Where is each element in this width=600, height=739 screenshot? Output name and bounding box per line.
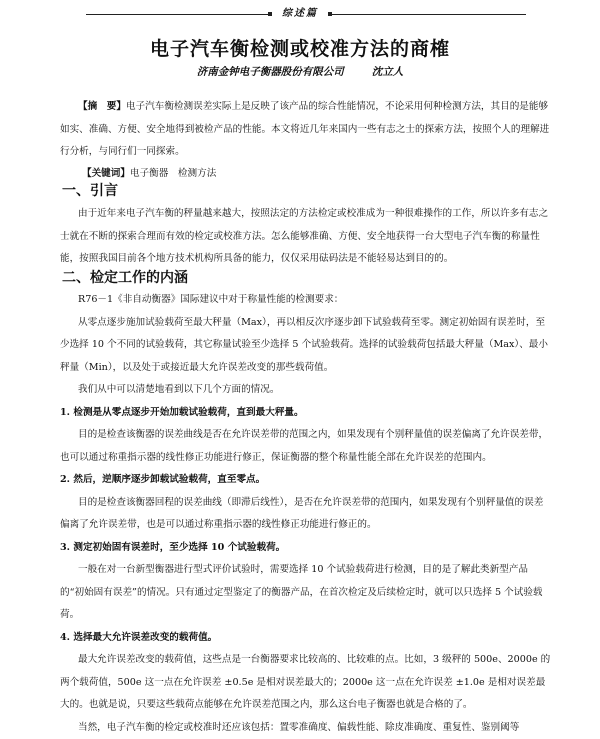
author-line [0,64,600,79]
item-text: 目的是检查该衡器回程的误差曲线（即滞后线性），是否在允许误差带的范围内，如果发现有个别秤量值的误差偏离了允许误差带，也是可以通过称重指示器的线性修正功能进行修正的。 [60,492,552,537]
author-name: 沈立人 [372,66,404,78]
item-heading: 3. 测定初始固有误差时，至少选择 10 个试验载荷。 [60,537,552,560]
section-heading-introduction: 一、引言 [62,180,118,200]
abstract-label: 【摘 要】 [78,101,126,112]
article-title: 电子汽车衡检测或校准方法的商榷 [0,34,600,61]
keywords [82,163,574,186]
section-tag: 综述篇 [272,6,328,22]
item-heading: 2. 然后，逆顺序逐步卸载试验载荷，直至零点。 [60,469,552,492]
item-text: 最大允许误差改变的载荷值，这些点是一台衡器要求比较高的、比较难的点。比如，3 级秤的 500e、2000e 的两个载荷值，500e 这一点在允许误差 ±0.5e 是相对误差最大的；2000e 这一点在允许误差 ±1.0e 是相对误差最大的。也就是说，只要这些载荷点能够在允许误差范围之内，那么这台电子衡器也就是合格的了。 [60,649,552,717]
item-heading: 1. 检测是从零点逐步开始加载试验载荷，直到最大秤量。 [60,402,552,425]
paragraph: 从零点逐步施加试验载荷至最大秤量（Max），再以相反次序逐步卸下试验载荷至零。测定初始固有误差时，至少选择 10 个不同的试验载荷，其它称量试验至少选择 5 个试验载荷。选择的试验载荷包括最大秤量（Max）、最小秤量（Min），以及处于或接近最大允许误差改变的那些载荷值。 [60,312,552,380]
keywords-label: 【关键词】 [82,168,130,179]
closing-paragraph: 当然，电子汽车衡的检定或校准时还应该包括：置零准确度、偏载性能、除皮准确度、重复性、鉴别阈等 [60,717,552,739]
introduction-paragraph: 由于近年来电子汽车衡的秤量越来越大，按照法定的方法检定或校准成为一种很难操作的工作，所以许多有志之士就在不断的探索合理而有效的检定或校准方法。怎么能够准确、方便、安全地获得一台大型电子汽车衡的称量性能，按照我国目前各个地方技术机构所具备的能力，仅仅采用砝码法是不能轻易达到目的的。 [60,203,552,271]
paragraph: R76－1《非自动衡器》国际建议中对于称量性能的检测要求： [60,289,552,312]
paragraph: 我们从中可以清楚地看到以下几个方面的情况。 [60,379,552,402]
item-text: 目的是检查该衡器的误差曲线是否在允许误差带的范围之内，如果发现有个别秤量值的误差偏离了允许误差带，也可以通过称重指示器的线性修正功能进行修正，保证衡器的整个称量性能全部在允许误差的范围内。 [60,424,552,469]
abstract [60,96,552,164]
author-organization: 济南金钟电子衡器股份有限公司 [197,66,344,78]
item-heading: 4. 选择最大允许误差改变的载荷值。 [60,627,552,650]
item-text: 一般在对一台新型衡器进行型式评价试验时，需要选择 10 个试验载荷进行检测，目的是了解此类新型产品的“初始固有误差”的情况。只有通过定型鉴定了的衡器产品，在首次检定及后续检定时，就可以只选择 5 个试验载荷。 [60,559,552,627]
abstract-text: 电子汽车衡检测误差实际上是反映了该产品的综合性能情况，不论采用何种检测方法，其目的是能够如实、准确、方便、安全地得到被检产品的性能。本文将近几年来国内一些有志之士的探索方法，按照个人的理解进行分析，与同行们一同探索。 [60,101,549,157]
section-heading-inspection: 二、检定工作的内涵 [62,267,188,287]
keywords-text: 电子衡器 检测方法 [130,168,216,179]
inspection-body [60,289,552,739]
